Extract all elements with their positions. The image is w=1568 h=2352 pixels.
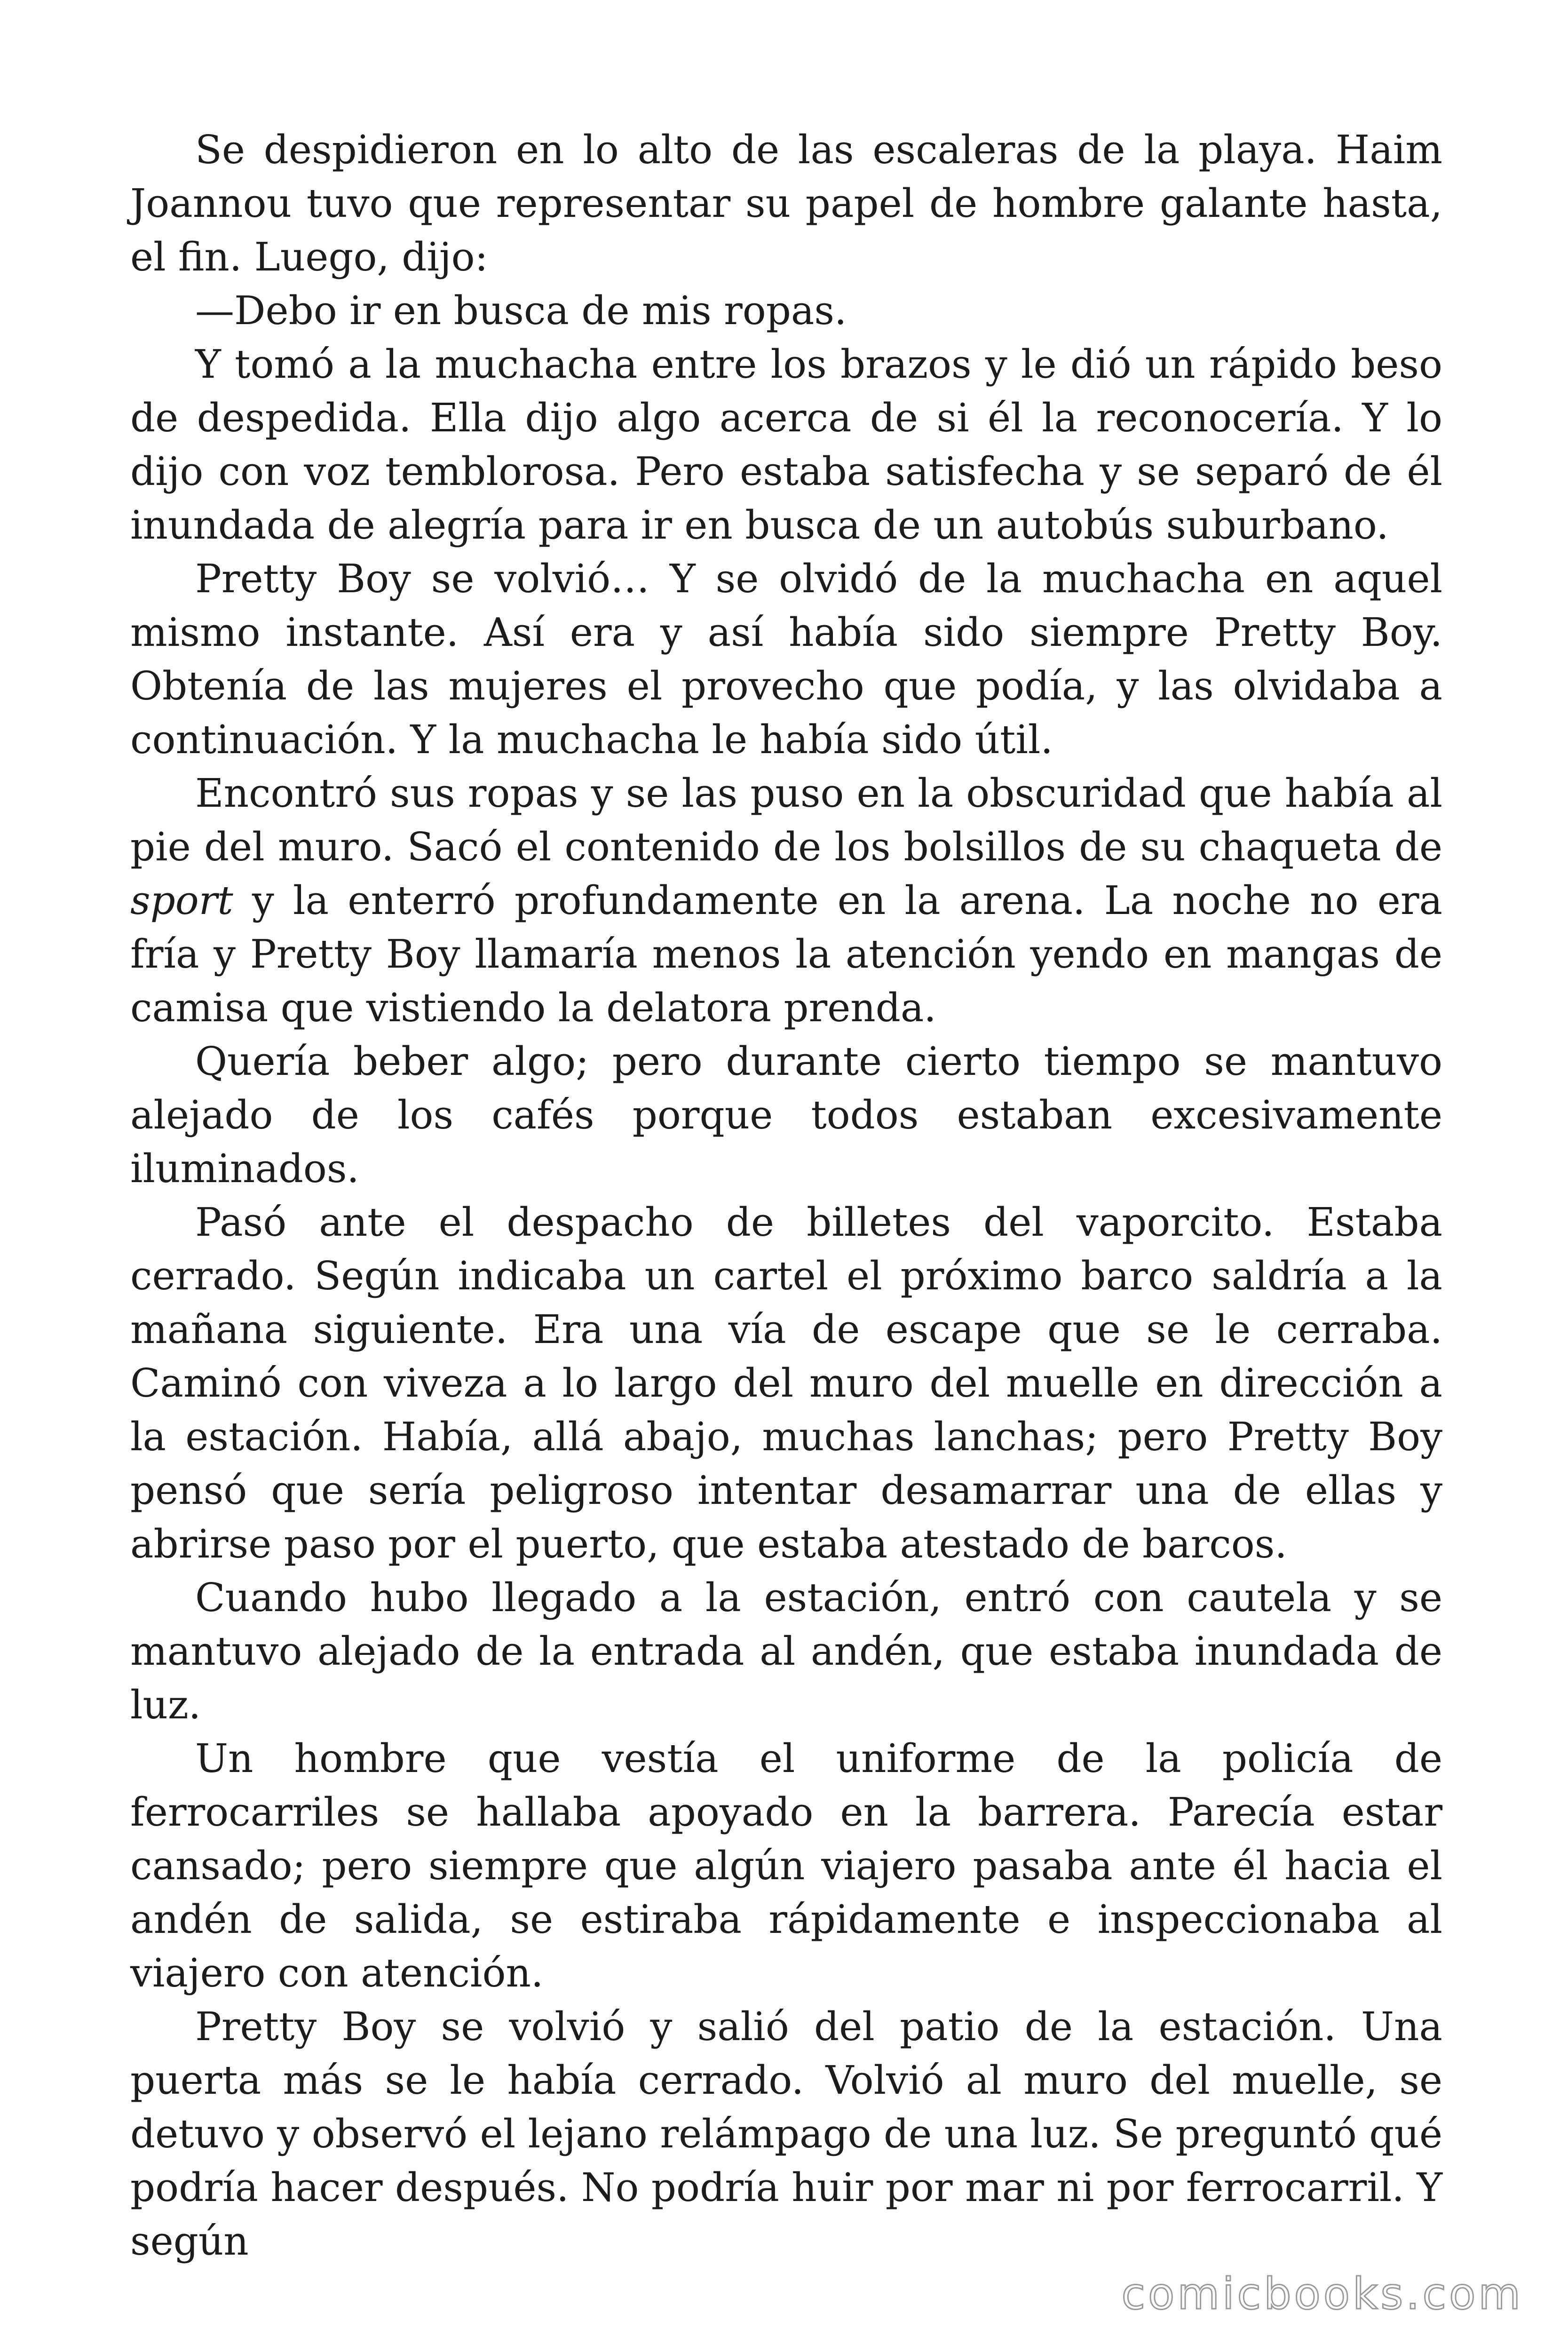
paragraph: Un hombre que vestía el uniforme de la policía de ferrocarriles se hallaba apoyado en la barrera. Parecía estar cansado; pero siempre que algún viajero pasaba ante él hacia el andén de salida, se estiraba rápidamente e inspeccionaba al viajero con atención. — [130, 1736, 1442, 1996]
body-text — [130, 123, 1442, 2268]
paragraph: Pretty Boy se volvió y salió del patio de la estación. Una puerta más se le había cerrado. Volvió al muro del muelle, se detuvo y observó el lejano relámpago de una luz. Se preguntó qué podría hacer después. No podría huir por mar ni por ferrocarril. Y según — [130, 2004, 1442, 2264]
paragraph: Se despidieron en lo alto de las escaleras de la playa. Haim Joannou tuvo que representar su papel de hombre galante hasta, el fin. Luego, dijo: — [130, 127, 1442, 280]
paragraph: Quería beber algo; pero durante cierto tiempo se mantuvo alejado de los cafés porque todos estaban excesivamente iluminados. — [130, 1039, 1442, 1192]
paragraph: Y tomó a la muchacha entre los brazos y le dió un rápido beso de despedida. Ella dijo algo acerca de si él la reconocería. Y lo dijo con voz temblorosa. Pero estaba satisfecha y se separó de él inundada de alegría para ir en busca de un autobús suburbano. — [130, 342, 1442, 548]
paragraph: Pasó ante el despacho de billetes del vaporcito. Estaba cerrado. Según indicaba un cartel el próximo barco saldría a la mañana siguiente. Era una vía de escape que se le cerraba. Caminó con viveza a lo largo del muro del muelle en dirección a la estación. Había, allá abajo, muchas lanchas; pero Pretty Boy pensó que sería peligroso intentar desamarrar una de ellas y abrirse paso por el puerto, que estaba atestado de barcos. — [130, 1200, 1442, 1567]
paragraph — [130, 767, 1442, 1035]
watermark: comicbooks.com — [1121, 2269, 1523, 2319]
paragraph: —Debo ir en busca de mis ropas. — [195, 288, 847, 334]
paragraph: Cuando hubo llegado a la estación, entró con cautela y se mantuvo alejado de la entrada al andén, que estaba inundada de luz. — [130, 1575, 1442, 1728]
paragraph: Pretty Boy se volvió… Y se olvidó de la muchacha en aquel mismo instante. Así era y así había sido siempre Pretty Boy. Obtenía de las mujeres el provecho que podía, y las olvidaba a continuación. Y la muchacha le había sido útil. — [130, 556, 1442, 763]
paragraph-text: Encontró sus ropas y se las puso en la obscuridad que había al pie del muro. Sacó el contenido de los bolsillos de su chaqueta de — [130, 771, 1442, 870]
italic-word: sport — [130, 878, 233, 923]
paragraph-text: y la enterró profundamente en la arena. La noche no era fría y Pretty Boy llamaría menos la atención yendo en mangas de camisa que vistiendo la delatora prenda. — [130, 878, 1442, 1031]
